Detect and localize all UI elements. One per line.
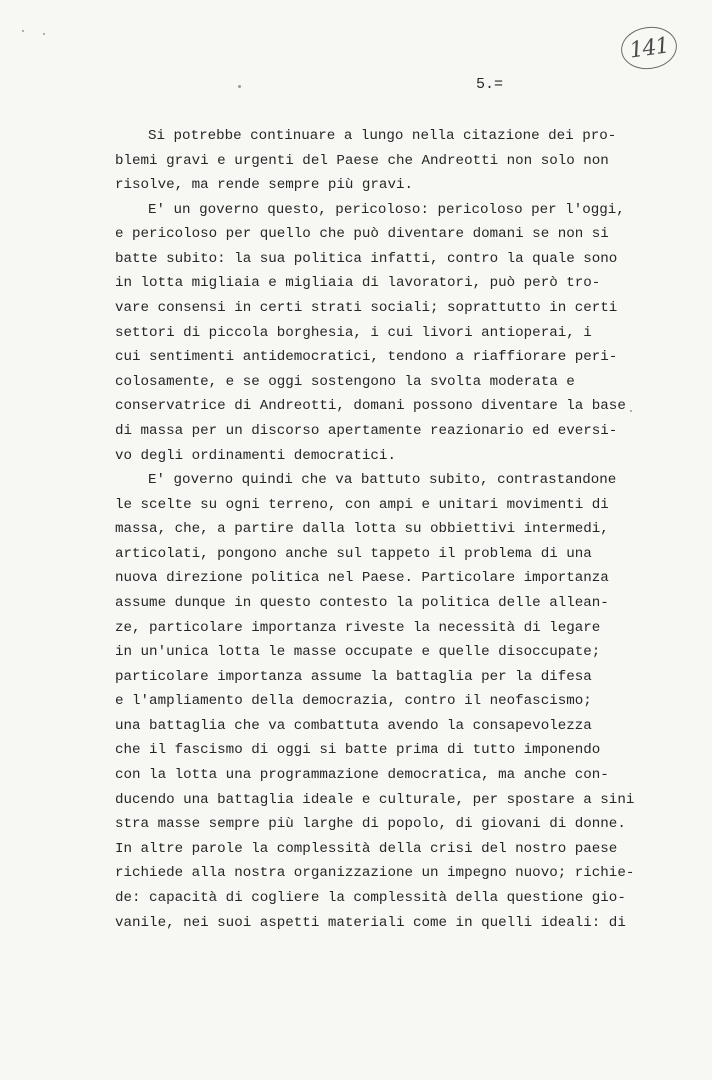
- text-line: assume dunque in questo contesto la politica delle allean-: [115, 594, 609, 611]
- stamp-number: 141: [627, 32, 671, 64]
- text-line: E' governo quindi che va battuto subito, contrastandone: [148, 472, 617, 489]
- text-line: blemi gravi e urgenti del Paese che Andreotti non solo non: [115, 152, 609, 169]
- text-line: risolve, ma rende sempre più gravi.: [115, 177, 413, 194]
- text-line: massa, che, a partire dalla lotta su obbiettivi intermedi,: [115, 521, 609, 538]
- text-line: in lotta migliaia e migliaia di lavoratori, può però tro-: [115, 275, 601, 292]
- scan-speck: [238, 85, 241, 88]
- text-line: particolare importanza assume la battaglia per la difesa: [115, 668, 592, 685]
- text-line: le scelte su ogni terreno, con ampi e unitari movimenti di: [115, 496, 609, 513]
- scan-speck: [22, 30, 24, 32]
- scan-speck: [630, 410, 632, 412]
- text-line: settori di piccola borghesia, i cui livori antioperai, i: [115, 324, 592, 341]
- text-line: in un'unica lotta le masse occupate e quelle disoccupate;: [115, 644, 601, 661]
- text-line: vo degli ordinamenti democratici.: [115, 447, 396, 464]
- text-line: articolati, pongono anche sul tappeto il problema di una: [115, 545, 592, 562]
- text-line: E' un governo questo, pericoloso: pericoloso per l'oggi,: [148, 201, 625, 218]
- text-line: vare consensi in certi strati sociali; soprattutto in certi: [115, 300, 618, 317]
- text-line: ze, particolare importanza riveste la necessità di legare: [115, 619, 601, 636]
- text-line: una battaglia che va combattuta avendo la consapevolezza: [115, 717, 592, 734]
- text-line: e pericoloso per quello che può diventare domani se non si: [115, 226, 609, 243]
- text-line: Si potrebbe continuare a lungo nella citazione dei pro-: [148, 128, 617, 144]
- text-line: In altre parole la complessità della crisi del nostro paese: [115, 840, 618, 857]
- text-line: stra masse sempre più larghe di popolo, di giovani di donne.: [115, 816, 626, 833]
- text-line: di massa per un discorso apertamente reazionario ed eversi-: [115, 422, 618, 439]
- body-text: [115, 124, 635, 935]
- text-line: batte subito: la sua politica infatti, contro la quale sono: [115, 250, 618, 267]
- scan-speck: [43, 33, 45, 35]
- text-line: de: capacità di cogliere la complessità della questione gio-: [115, 889, 626, 906]
- archive-stamp: [618, 23, 679, 72]
- text-line: conservatrice di Andreotti, domani possono diventare la base: [115, 398, 626, 415]
- text-line: con la lotta una programmazione democratica, ma anche con-: [115, 767, 609, 784]
- page-number: 5.=: [476, 76, 504, 93]
- text-line: richiede alla nostra organizzazione un impegno nuovo; richie-: [115, 865, 635, 882]
- text-line: e l'ampliamento della democrazia, contro il neofascismo;: [115, 693, 592, 710]
- text-line: colosamente, e se oggi sostengono la svolta moderata e: [115, 373, 575, 390]
- text-line: cui sentimenti antidemocratici, tendono a riaffiorare peri-: [115, 349, 618, 366]
- text-line: che il fascismo di oggi si batte prima di tutto imponendo: [115, 742, 601, 759]
- text-line: vanile, nei suoi aspetti materiali come in quelli ideali: di: [115, 914, 626, 931]
- text-line: nuova direzione politica nel Paese. Particolare importanza: [115, 570, 609, 587]
- text-line: ducendo una battaglia ideale e culturale, per spostare a sini: [115, 791, 635, 808]
